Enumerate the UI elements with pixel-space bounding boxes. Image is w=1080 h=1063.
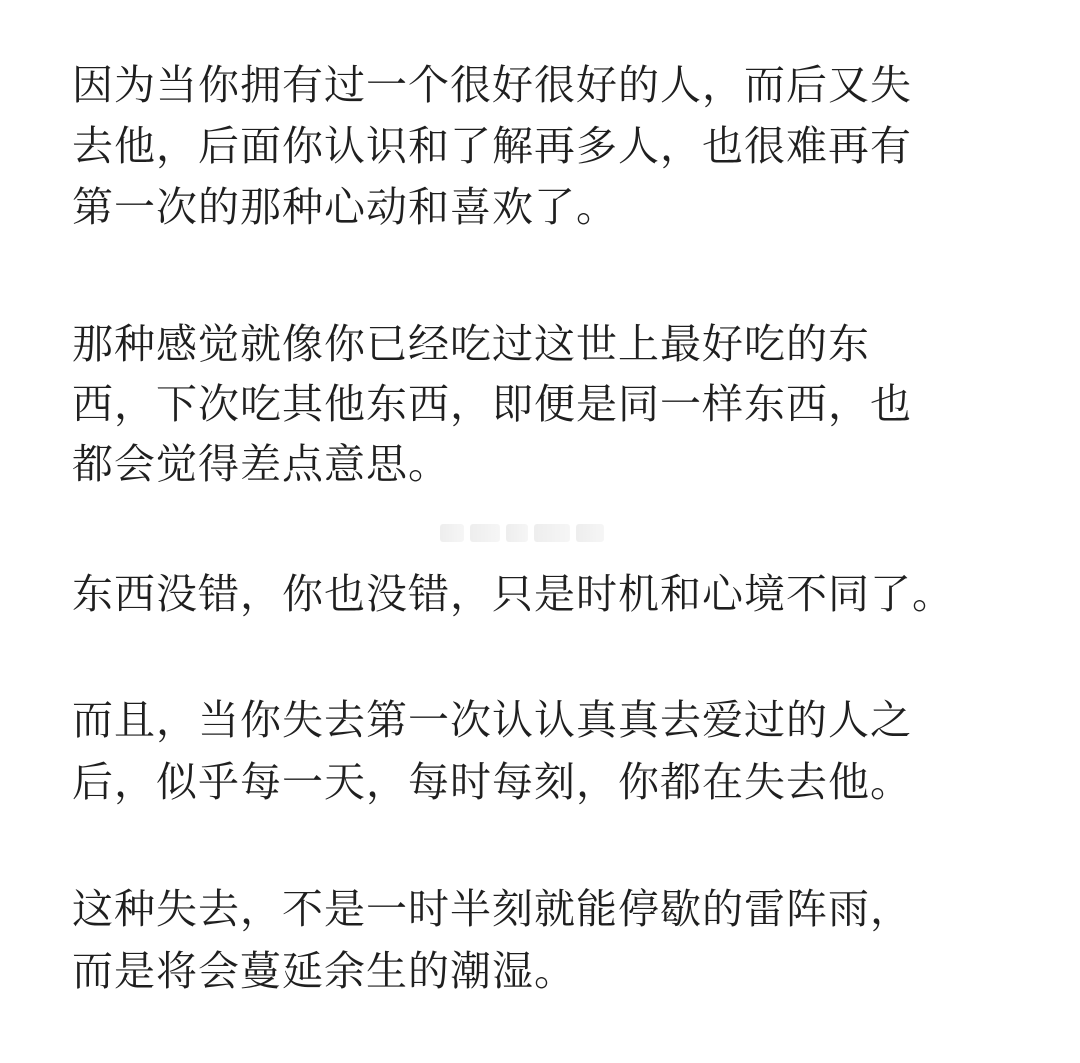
paragraph-4-line-1: 而且，当你失去第一次认认真真去爱过的人之	[72, 696, 912, 744]
paragraph-5-line-2: 而是将会蔓延余生的潮湿。	[72, 947, 576, 995]
paragraph-1-line-3: 第一次的那种心动和喜欢了。	[72, 183, 618, 231]
paragraph-1-line-2: 去他，后面你认识和了解再多人，也很难再有	[72, 122, 912, 170]
watermark	[440, 520, 630, 546]
paragraph-4-line-2: 后，似乎每一天，每时每刻，你都在失去他。	[72, 758, 912, 806]
paragraph-2-line-1: 那种感觉就像你已经吃过这世上最好吃的东	[72, 320, 870, 368]
watermark-glyph	[470, 524, 500, 542]
watermark-glyph	[440, 524, 464, 542]
watermark-glyph	[534, 524, 570, 542]
watermark-glyph	[576, 524, 604, 542]
paragraph-5-line-1: 这种失去，不是一时半刻就能停歇的雷阵雨，	[72, 885, 912, 933]
watermark-glyph	[506, 524, 528, 542]
paragraph-1-line-1: 因为当你拥有过一个很好很好的人，而后又失	[72, 61, 912, 109]
paragraph-2-line-3: 都会觉得差点意思。	[72, 440, 450, 488]
paragraph-3-line-1: 东西没错，你也没错，只是时机和心境不同了。	[72, 570, 954, 618]
paragraph-2-line-2: 西，下次吃其他东西，即便是同一样东西，也	[72, 380, 912, 428]
